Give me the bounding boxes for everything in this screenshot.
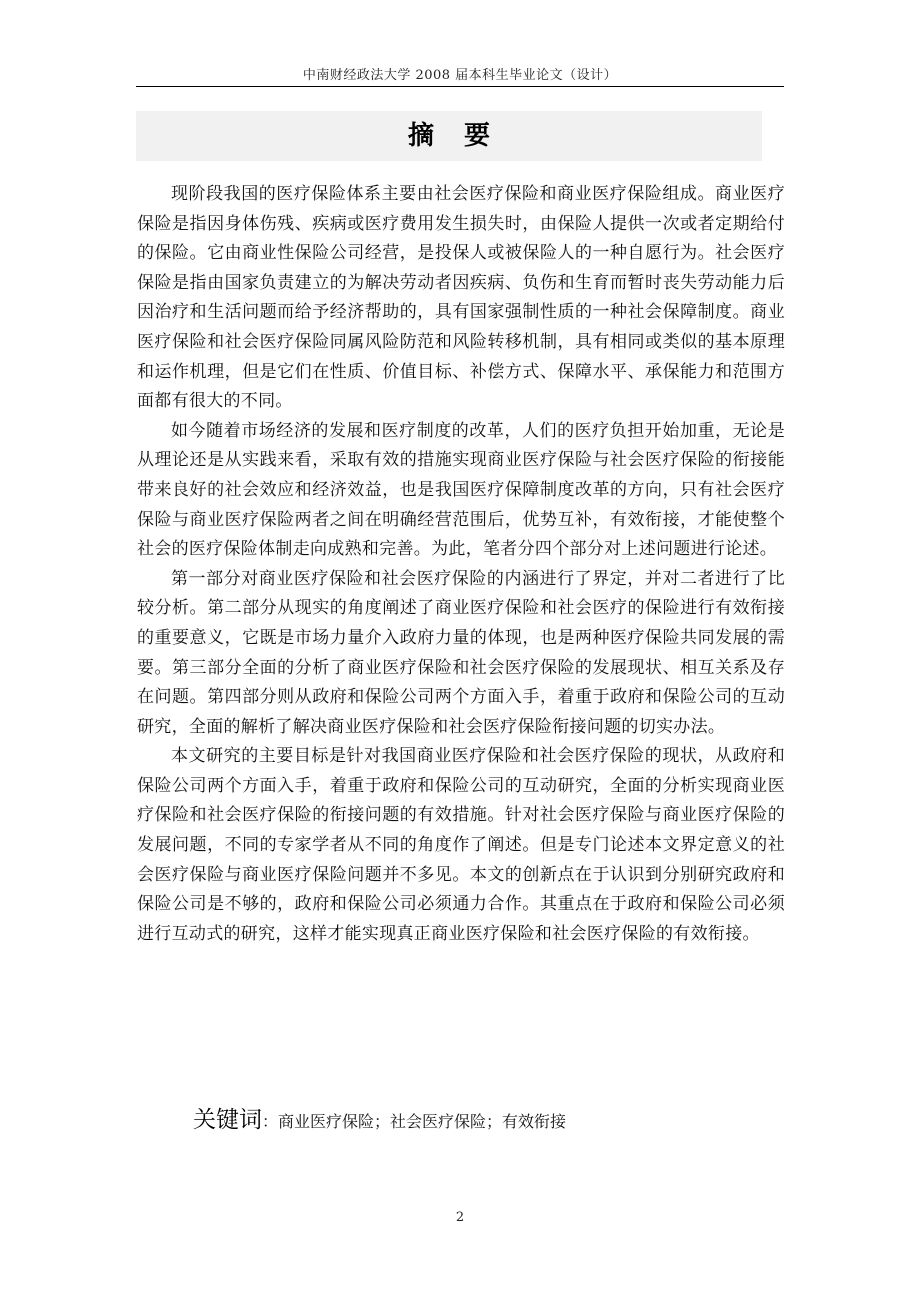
abstract-paragraph-4: 本文研究的主要目标是针对我国商业医疗保险和社会医疗保险的现状，从政府和保险公司两个方面入手，着重于政府和保险公司的互动研究，全面的分析实现商业医疗保险和社会医疗保险的衔接问题的有效措施。针对社会医疗保险与商业医疗保险的发展问题，不同的专家学者从不同的角度作了阐述。但是专门论述本文界定意义的社会医疗保险与商业医疗保险问题并不多见。本文的创新点在于认识到分别研究政府和保险公司是不够的，政府和保险公司必须通力合作。其重点在于政府和保险公司必须进行互动式的研究，这样才能实现真正商业医疗保险和社会医疗保险的有效衔接。 xyxy=(137,746,785,944)
abstract-paragraph-1: 现阶段我国的医疗保险体系主要由社会医疗保险和商业医疗保险组成。商业医疗保险是指因身体伤残、疾病或医疗费用发生损失时，由保险人提供一次或者定期给付的保险。它由商业性保险公司经营，是投保人或被保险人的一种自愿行为。社会医疗保险是指由国家负责建立的为解决劳动者因疾病、负伤和生育而暂时丧失劳动能力后因治疗和生活问题而给予经济帮助的，具有国家强制性质的一种社会保障制度。商业医疗保险和社会医疗保险同属风险防范和风险转移机制，具有相同或类似的基本原理和运作机理，但是它们在性质、价值目标、补偿方式、保障水平、承保能力和范围方面都有很大的不同。 xyxy=(137,184,785,412)
abstract-title: 摘要 xyxy=(407,121,520,151)
abstract-paragraph-3: 第一部分对商业医疗保险和社会医疗保险的内涵进行了界定，并对二者进行了比较分析。第二部分从现实的角度阐述了商业医疗保险和社会医疗的保险进行有效衔接的重要意义，它既是市场力量介入政府力量的体现，也是两种医疗保险共同发展的需要。第三部分全面的分析了商业医疗保险和社会医疗保险的发展现状、相互关系及存在问题。第四部分则从政府和保险公司两个方面入手，着重于政府和保险公司的互动研究，全面的解析了解决商业医疗保险和社会医疗保险衔接问题的切实办法。 xyxy=(137,568,785,737)
header-rule xyxy=(136,86,784,87)
keywords-line xyxy=(193,1101,566,1134)
keywords-label: 关键词 xyxy=(193,1107,262,1133)
abstract-body xyxy=(137,180,785,949)
keywords-text: ：商业医疗保险；社会医疗保险；有效衔接 xyxy=(262,1112,567,1131)
abstract-paragraph-2: 如今随着市场经济的发展和医疗制度的改革，人们的医疗负担开始加重，无论是从理论还是从实践来看，采取有效的措施实现商业医疗保险与社会医疗保险的衔接能带来良好的社会效应和经济效益，也是我国医疗保障制度改革的方向，只有社会医疗保险与商业医疗保险两者之间在明确经营范围后，优势互补，有效衔接，才能使整个社会的医疗保险体制走向成熟和完善。为此，笔者分四个部分对上述问题进行论述。 xyxy=(137,420,785,560)
running-header: 中南财经政法大学 2008 届本科生毕业论文（设计） xyxy=(302,68,618,83)
page-number: 2 xyxy=(455,1210,465,1225)
